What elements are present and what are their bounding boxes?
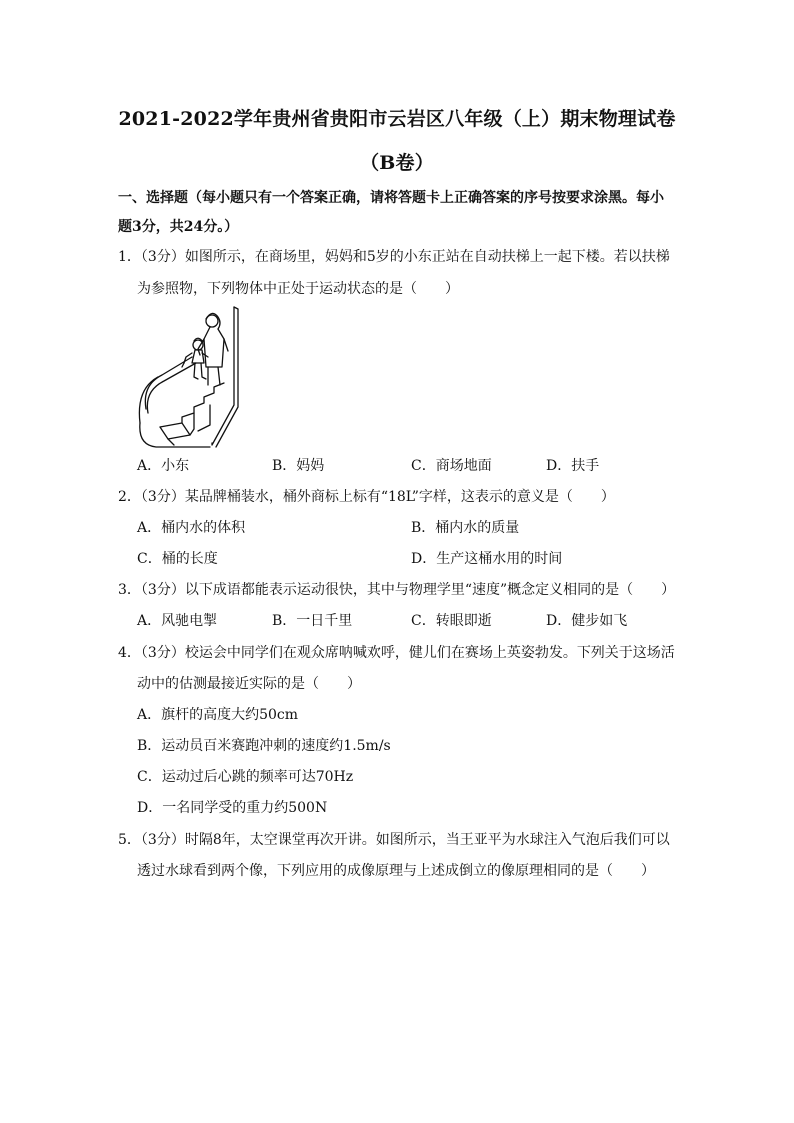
q3-option-b: B．一日千里 <box>272 613 353 629</box>
exam-title: 2021-2022学年贵州省贵阳市云岩区八年级（上）期末物理试卷 <box>118 108 676 130</box>
q4-option-d: D．一名同学受的重力约500N <box>137 800 328 816</box>
q4-stem-line1: 4．（3分）校运会中同学们在观众席呐喊欢呼，健儿们在赛场上英姿勃发。下列关于这场活 <box>118 645 675 661</box>
q4-option-c: C．运动过后心跳的频率可达70Hz <box>137 769 354 785</box>
q2-option-c: C．桶的长度 <box>137 551 218 567</box>
escalator-figure <box>138 305 244 453</box>
section-heading-line2: 题3分，共24分。） <box>118 219 239 235</box>
q1-option-c: C．商场地面 <box>411 458 492 474</box>
q5-stem-line1: 5．（3分）时隔8年，太空课堂再次开讲。如图所示，当王亚平为水球注入气泡后我们可以 <box>118 832 670 848</box>
q3-option-d: D．健步如飞 <box>546 613 628 629</box>
q1-option-b: B．妈妈 <box>272 458 325 474</box>
exam-subtitle: （B卷） <box>360 152 434 174</box>
q4-stem-line2: 动中的估测最接近实际的是（ ） <box>137 676 361 692</box>
q1-stem-line2: 为参照物，下列物体中正处于运动状态的是（ ） <box>137 281 459 297</box>
q1-option-d: D．扶手 <box>546 458 600 474</box>
q2-option-b: B．桶内水的质量 <box>411 520 520 536</box>
q2-stem: 2．（3分）某品牌桶装水，桶外商标上标有“18L”字样，这表示的意义是（ ） <box>118 489 615 505</box>
q4-option-a: A．旗杆的高度大约50cm <box>137 707 299 723</box>
q2-option-d: D．生产这桶水用的时间 <box>411 551 563 567</box>
q3-option-c: C．转眼即逝 <box>411 613 492 629</box>
q4-option-b: B．运动员百米赛跑冲刺的速度约1.5m/s <box>137 738 391 754</box>
q3-option-a: A．风驰电掣 <box>137 613 218 629</box>
section-heading-line1: 一、选择题（每小题只有一个答案正确，请将答题卡上正确答案的序号按要求涂黑。每小 <box>118 190 664 206</box>
q2-option-a: A．桶内水的体积 <box>137 520 246 536</box>
q3-stem: 3．（3分）以下成语都能表示运动很快，其中与物理学里“速度”概念定义相同的是（ ） <box>118 582 676 598</box>
q1-option-a: A．小东 <box>137 458 190 474</box>
q5-stem-line2: 透过水球看到两个像，下列应用的成像原理与上述成倒立的像原理相同的是（ ） <box>137 863 655 879</box>
q1-stem-line1: 1．（3分）如图所示，在商场里，妈妈和5岁的小东正站在自动扶梯上一起下楼。若以扶梯 <box>118 249 670 265</box>
